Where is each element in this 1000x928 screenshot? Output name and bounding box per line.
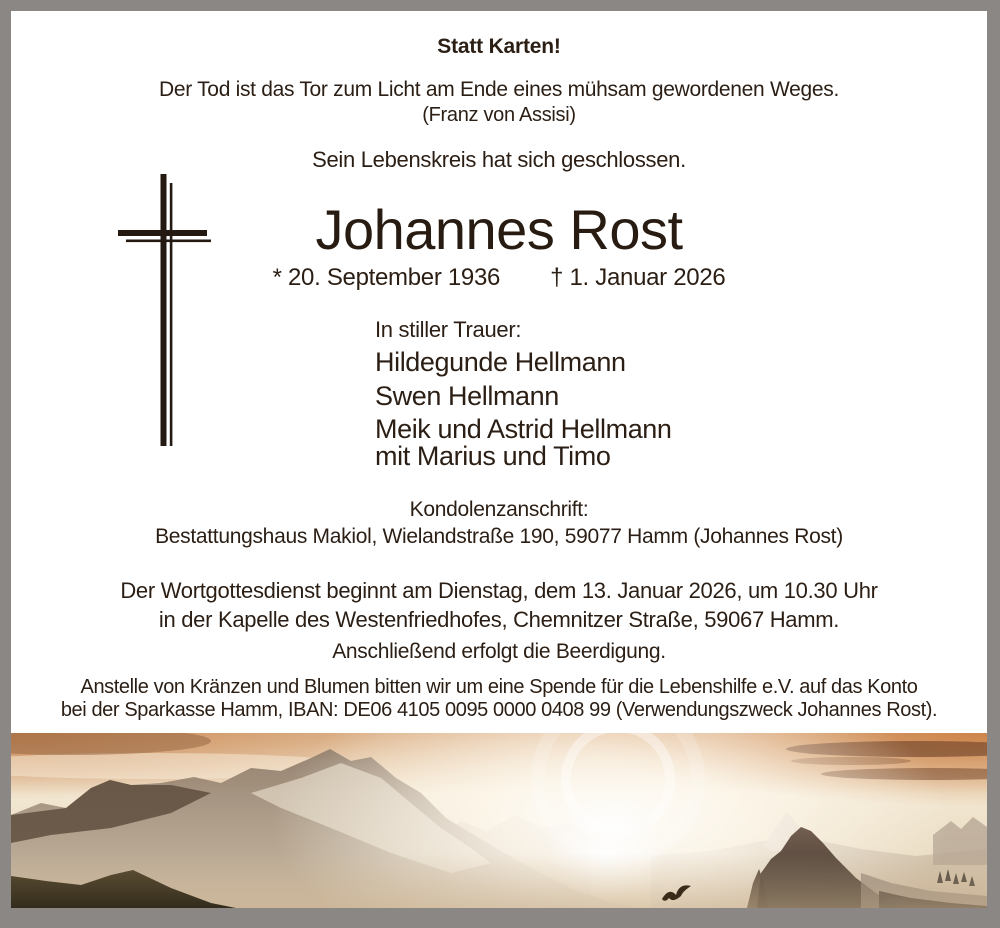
service-info-line1: Der Wortgottesdienst beginnt am Dienstag, dem 13. Januar 2026, um 10.30 Uhr — [120, 578, 878, 603]
quote-attribution: (Franz von Assisi) — [422, 104, 576, 126]
mourner-name: Swen Hellmann — [375, 381, 559, 411]
death-date: † 1. Januar 2026 — [550, 264, 726, 291]
memorial-quote: Der Tod ist das Tor zum Licht am Ende eines mühsam gewordenen Weges. — [159, 78, 839, 101]
condolence-address: Bestattungshaus Makiol, Wielandstraße 190, 59077 Hamm (Johannes Rost) — [155, 525, 843, 548]
obituary-paper — [11, 11, 987, 908]
mourner-name: Hildegunde Hellmann — [375, 347, 626, 377]
mourner-name: mit Marius und Timo — [375, 441, 611, 471]
life-dates — [11, 264, 987, 292]
deceased-name: Johannes Rost — [315, 198, 683, 261]
statt-karten-heading: Statt Karten! — [437, 35, 561, 58]
epitaph-line: Sein Lebenskreis hat sich geschlossen. — [312, 147, 686, 172]
donation-line1: Anstelle von Kränzen und Blumen bitten wir um eine Spende für die Lebenshilfe e.V. auf das Konto — [80, 676, 918, 698]
donation-line2: bei der Sparkasse Hamm, IBAN: DE06 4105 0095 0000 0408 99 (Verwendungszweck Johannes Rost). — [60, 699, 938, 721]
mourner-name: Meik und Astrid Hellmann — [375, 414, 672, 444]
service-info-line2: in der Kapelle des Westenfriedhofes, Chemnitzer Straße, 59067 Hamm. — [158, 607, 840, 632]
condolence-label: Kondolenzanschrift: — [409, 498, 589, 521]
service-info-line3: Anschließend erfolgt die Beerdigung. — [332, 640, 666, 663]
birth-date: * 20. September 1936 — [272, 264, 501, 291]
mourners-intro: In stiller Trauer: — [375, 317, 522, 342]
memorial-landscape-image — [11, 733, 987, 908]
